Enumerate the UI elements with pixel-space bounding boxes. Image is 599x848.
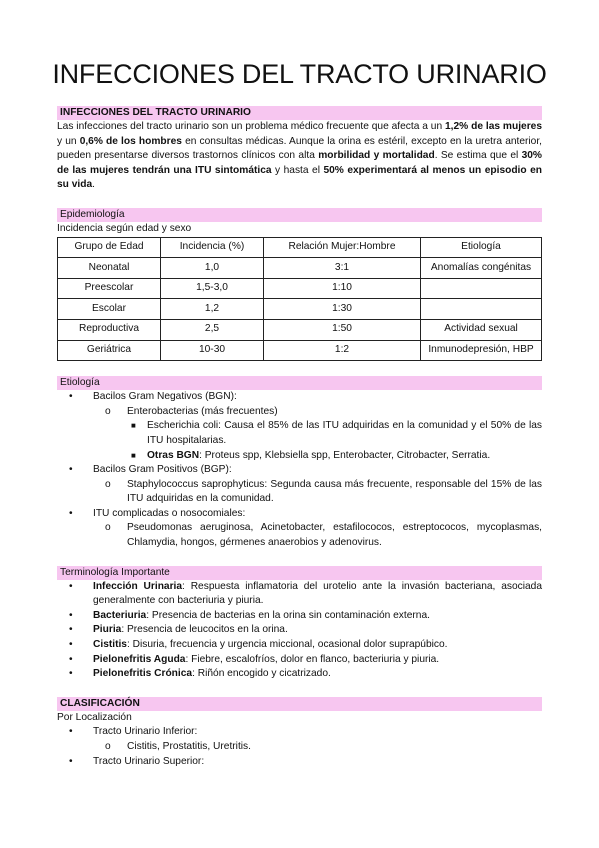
bullet-marker: • bbox=[69, 464, 73, 476]
bullet-marker: • bbox=[69, 624, 73, 636]
bullet-marker: • bbox=[69, 653, 73, 665]
bullet-marker: o bbox=[105, 478, 111, 490]
list-item: • Pielonefritis Crónica: Riñón encogido y cicatrizado. bbox=[57, 667, 542, 682]
list-item: o Pseudomonas aeruginosa, Acinetobacter, estafilococos, estreptococos, mycoplasmas, Chlamydia, hongos, gérmenes anaerobios y adenovirus. bbox=[105, 522, 542, 549]
table-row bbox=[58, 258, 542, 279]
list-item: o Enterobacterias (más frecuentes) bbox=[93, 405, 542, 420]
list-item: • Piuria: Presencia de leucocitos en la orina. bbox=[57, 623, 542, 638]
list-item: • Infección Urinaria: Respuesta inflamatoria del urotelio ante la invasión bacteriana, asociada generalmente con bacteriuria y piuria. bbox=[69, 580, 542, 607]
bullet-marker: • bbox=[69, 580, 73, 592]
bullet-marker: • bbox=[69, 609, 73, 621]
bullet-marker: ■ bbox=[131, 421, 136, 431]
bullet-marker: o bbox=[105, 522, 111, 534]
list-item: ■ Otras BGN: Proteus spp, Klebsiella spp, Enterobacter, Citrobacter, Serratia. bbox=[127, 449, 542, 464]
section-heading-terminologia: Terminología Importante bbox=[57, 566, 542, 580]
column-header: Grupo de Edad bbox=[58, 237, 161, 258]
list-item: • Pielonefritis Aguda: Fiebre, escalofríos, dolor en flanco, bacteriuria y piuria. bbox=[57, 653, 542, 668]
section-heading-epidemiologia: Epidemiología bbox=[57, 208, 542, 222]
table-row bbox=[58, 299, 542, 320]
table-cell: Actividad sexual bbox=[421, 319, 542, 340]
subheading-incidencia: Incidencia según edad y sexo bbox=[57, 222, 192, 234]
list-item: • Cistitis: Disuria, frecuencia y urgencia miccional, ocasional dolor suprapúbico. bbox=[57, 638, 542, 653]
list-item: ■ Escherichia coli: Causa el 85% de las ITU adquiridas en la comunidad y el 50% de las ITU hospitalarias. bbox=[131, 420, 542, 446]
table-cell: 1:2 bbox=[264, 340, 421, 361]
list-item: • Bacteriuria: Presencia de bacterias en la orina sin contaminación externa. bbox=[57, 609, 542, 624]
bullet-marker: ■ bbox=[131, 450, 136, 460]
etiologia-sublist-bgn bbox=[57, 405, 542, 420]
table-cell: 1,2 bbox=[161, 299, 264, 320]
list-item: • Tracto Urinario Superior: bbox=[57, 755, 542, 770]
bullet-marker: o bbox=[105, 405, 111, 417]
table-cell: 1,0 bbox=[161, 258, 264, 279]
incidence-table bbox=[57, 237, 542, 362]
subheading-localizacion: Por Localización bbox=[57, 711, 132, 723]
table-cell: Neonatal bbox=[58, 258, 161, 279]
table-cell: Escolar bbox=[58, 299, 161, 320]
table-cell: 2,5 bbox=[161, 319, 264, 340]
intro-paragraph: Las infecciones del tracto urinario son un problema médico frecuente que afecta a un 1,2% de las mujeres y un 0,6% de los hombres en consultas médicas. Aunque la orina es estéril, excepto en la uretra anterior, pueden presentarse diversos trastornos clínicos con alta morbilidad y mortalidad. Se estima que el 30% de las mujeres tendrán una ITU sintomática y hasta el 50% experimentará al menos un episodio en su vida. bbox=[57, 121, 543, 191]
section-heading-etiologia: Etiología bbox=[57, 376, 542, 390]
table-cell: 10-30 bbox=[161, 340, 264, 361]
table-cell: 1:10 bbox=[264, 278, 421, 299]
table-header-row bbox=[58, 237, 542, 258]
bullet-marker: • bbox=[69, 668, 73, 680]
column-header: Incidencia (%) bbox=[161, 237, 264, 258]
column-header: Relación Mujer:Hombre bbox=[264, 237, 421, 258]
table-cell: Inmunodepresión, HBP bbox=[421, 340, 542, 361]
column-header: Etiología bbox=[421, 237, 542, 258]
table-cell: Reproductiva bbox=[58, 319, 161, 340]
clasificacion-list bbox=[57, 725, 542, 740]
page-title: INFECCIONES DEL TRACTO URINARIO bbox=[52, 59, 547, 89]
table-row bbox=[58, 340, 542, 361]
list-item: o Staphylococcus saprophyticus: Segunda causa más frecuente, responsable del 15% de las ITU adquiridas en la comunidad. bbox=[105, 478, 542, 505]
list-item: o Cistitis, Prostatitis, Uretritis. bbox=[93, 740, 542, 755]
table-row bbox=[58, 319, 542, 340]
table-cell: Anomalías congénitas bbox=[421, 258, 542, 279]
bullet-marker: o bbox=[105, 741, 111, 752]
bullet-marker: • bbox=[69, 507, 73, 519]
section-heading-intro: INFECCIONES DEL TRACTO URINARIO bbox=[57, 106, 542, 120]
bullet-marker: • bbox=[69, 726, 73, 738]
etiologia-list bbox=[57, 390, 542, 405]
terminologia-list bbox=[57, 580, 542, 682]
bullet-marker: • bbox=[69, 755, 73, 767]
table-cell: 1:50 bbox=[264, 319, 421, 340]
list-item: • ITU complicadas o nosocomiales: bbox=[57, 507, 542, 522]
list-item: • Bacilos Gram Negativos (BGN): bbox=[57, 390, 542, 405]
bullet-marker: • bbox=[69, 639, 73, 651]
table-cell: Geriátrica bbox=[58, 340, 161, 361]
table-cell: Preescolar bbox=[58, 278, 161, 299]
table-cell: 1,5-3,0 bbox=[161, 278, 264, 299]
table-cell: 3:1 bbox=[264, 258, 421, 279]
list-item: • Tracto Urinario Inferior: bbox=[57, 725, 542, 740]
bullet-marker: • bbox=[69, 391, 73, 403]
section-heading-clasificacion: CLASIFICACIÓN bbox=[57, 697, 542, 711]
table-row bbox=[58, 278, 542, 299]
table-cell bbox=[421, 299, 542, 320]
table-cell: 1:30 bbox=[264, 299, 421, 320]
list-item: • Bacilos Gram Positivos (BGP): bbox=[57, 463, 542, 478]
document-body bbox=[57, 106, 542, 769]
etiologia-sublist-entero bbox=[57, 419, 542, 463]
table-cell bbox=[421, 278, 542, 299]
